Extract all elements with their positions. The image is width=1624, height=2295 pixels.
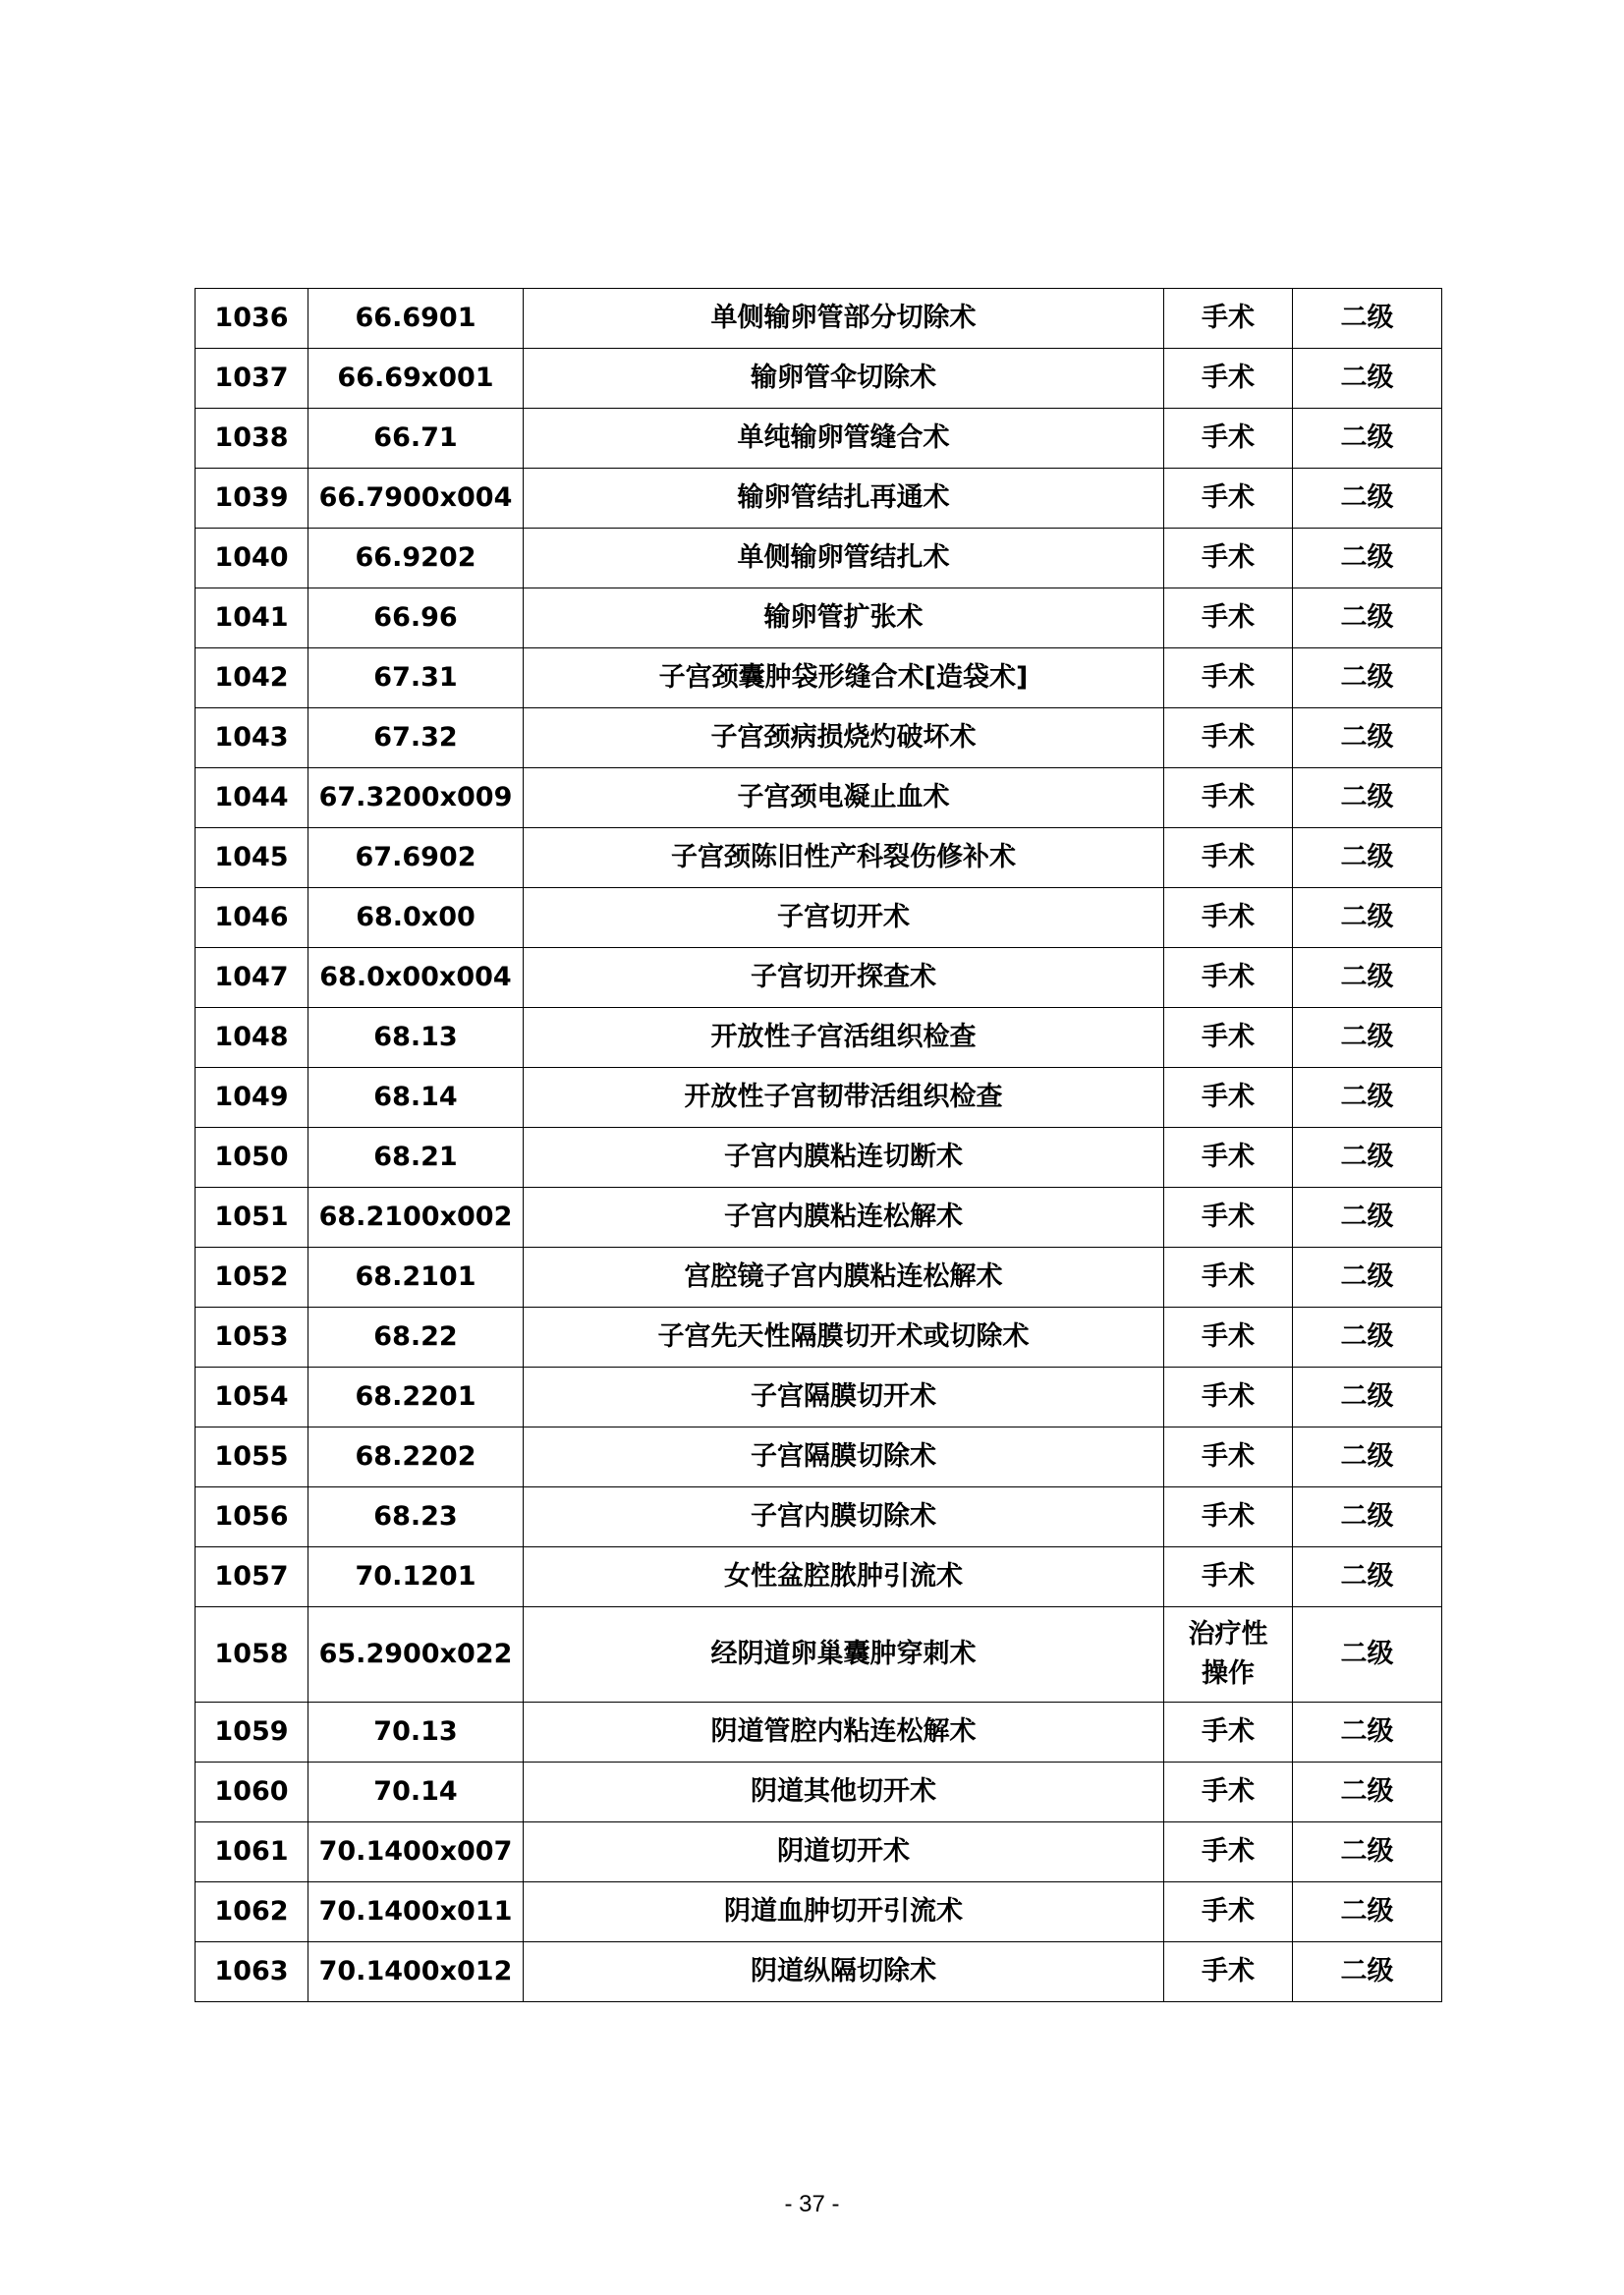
procedure-type-cell: 手术 bbox=[1164, 1487, 1293, 1547]
procedure-type-cell: 手术 bbox=[1164, 648, 1293, 708]
procedure-grade-cell: 二级 bbox=[1293, 588, 1442, 648]
procedure-type-cell: 手术 bbox=[1164, 1128, 1293, 1188]
seq-number-cell: 1060 bbox=[196, 1763, 308, 1822]
procedure-name-cell: 女性盆腔脓肿引流术 bbox=[524, 1547, 1164, 1607]
table-row bbox=[196, 1822, 1442, 1882]
procedure-type-cell: 手术 bbox=[1164, 1308, 1293, 1368]
procedure-type-cell bbox=[1164, 1607, 1293, 1703]
seq-number-cell: 1058 bbox=[196, 1607, 308, 1703]
procedure-name-cell: 输卵管结扎再通术 bbox=[524, 469, 1164, 529]
procedure-code-cell: 70.1400x011 bbox=[308, 1882, 524, 1942]
procedure-type-cell: 手术 bbox=[1164, 349, 1293, 409]
procedure-grade-cell: 二级 bbox=[1293, 1607, 1442, 1703]
procedure-grade-cell: 二级 bbox=[1293, 289, 1442, 349]
seq-number-cell: 1049 bbox=[196, 1068, 308, 1128]
procedure-type-cell: 手术 bbox=[1164, 1427, 1293, 1487]
procedure-name-cell: 子宫隔膜切除术 bbox=[524, 1427, 1164, 1487]
procedure-grade-cell: 二级 bbox=[1293, 1487, 1442, 1547]
procedure-name-cell: 阴道切开术 bbox=[524, 1822, 1164, 1882]
procedure-grade-cell: 二级 bbox=[1293, 828, 1442, 888]
seq-number-cell: 1062 bbox=[196, 1882, 308, 1942]
procedure-name-cell: 子宫切开术 bbox=[524, 888, 1164, 948]
procedure-type-cell: 手术 bbox=[1164, 1368, 1293, 1427]
procedure-name-cell: 子宫先天性隔膜切开术或切除术 bbox=[524, 1308, 1164, 1368]
procedure-code-cell: 68.0x00x004 bbox=[308, 948, 524, 1008]
procedure-grade-cell: 二级 bbox=[1293, 948, 1442, 1008]
table-row bbox=[196, 828, 1442, 888]
seq-number-cell: 1037 bbox=[196, 349, 308, 409]
procedure-code-cell: 68.23 bbox=[308, 1487, 524, 1547]
procedure-type-cell: 手术 bbox=[1164, 469, 1293, 529]
procedure-name-cell: 子宫内膜粘连切断术 bbox=[524, 1128, 1164, 1188]
seq-number-cell: 1057 bbox=[196, 1547, 308, 1607]
seq-number-cell: 1063 bbox=[196, 1942, 308, 2002]
procedure-code-cell: 70.1400x012 bbox=[308, 1942, 524, 2002]
procedure-type-cell: 手术 bbox=[1164, 1942, 1293, 2002]
procedure-code-cell: 68.2101 bbox=[308, 1248, 524, 1308]
table-row bbox=[196, 1487, 1442, 1547]
procedure-code-cell: 67.32 bbox=[308, 708, 524, 768]
procedure-name-cell: 单纯输卵管缝合术 bbox=[524, 409, 1164, 469]
seq-number-cell: 1054 bbox=[196, 1368, 308, 1427]
procedure-table bbox=[195, 288, 1442, 2002]
seq-number-cell: 1041 bbox=[196, 588, 308, 648]
procedure-name-cell: 子宫内膜切除术 bbox=[524, 1487, 1164, 1547]
seq-number-cell: 1048 bbox=[196, 1008, 308, 1068]
table-row bbox=[196, 1128, 1442, 1188]
table-row bbox=[196, 469, 1442, 529]
procedure-grade-cell: 二级 bbox=[1293, 1427, 1442, 1487]
table-row bbox=[196, 1068, 1442, 1128]
procedure-name-cell: 输卵管伞切除术 bbox=[524, 349, 1164, 409]
procedure-code-cell: 70.14 bbox=[308, 1763, 524, 1822]
procedure-name-cell: 子宫颈电凝止血术 bbox=[524, 768, 1164, 828]
seq-number-cell: 1059 bbox=[196, 1703, 308, 1763]
procedure-code-cell: 70.13 bbox=[308, 1703, 524, 1763]
procedure-code-cell: 66.7900x004 bbox=[308, 469, 524, 529]
procedure-grade-cell: 二级 bbox=[1293, 1248, 1442, 1308]
procedure-code-cell: 68.2202 bbox=[308, 1427, 524, 1487]
procedure-grade-cell: 二级 bbox=[1293, 1763, 1442, 1822]
procedure-type-cell: 手术 bbox=[1164, 529, 1293, 588]
table-row bbox=[196, 1427, 1442, 1487]
seq-number-cell: 1045 bbox=[196, 828, 308, 888]
table-row bbox=[196, 588, 1442, 648]
procedure-name-cell: 子宫颈陈旧性产科裂伤修补术 bbox=[524, 828, 1164, 888]
page-number: - 37 - bbox=[784, 2191, 840, 2217]
procedure-type-cell: 手术 bbox=[1164, 888, 1293, 948]
table-row bbox=[196, 1882, 1442, 1942]
procedure-type-cell: 手术 bbox=[1164, 1068, 1293, 1128]
procedure-name-cell: 子宫切开探查术 bbox=[524, 948, 1164, 1008]
procedure-code-cell: 68.0x00 bbox=[308, 888, 524, 948]
procedure-table-body bbox=[196, 289, 1442, 2002]
seq-number-cell: 1061 bbox=[196, 1822, 308, 1882]
procedure-name-cell: 单侧输卵管部分切除术 bbox=[524, 289, 1164, 349]
procedure-code-cell: 68.22 bbox=[308, 1308, 524, 1368]
procedure-name-cell: 阴道管腔内粘连松解术 bbox=[524, 1703, 1164, 1763]
table-row bbox=[196, 648, 1442, 708]
procedure-code-cell: 68.2201 bbox=[308, 1368, 524, 1427]
procedure-grade-cell: 二级 bbox=[1293, 1547, 1442, 1607]
procedure-code-cell: 66.6901 bbox=[308, 289, 524, 349]
table-row bbox=[196, 888, 1442, 948]
seq-number-cell: 1056 bbox=[196, 1487, 308, 1547]
table-row bbox=[196, 1248, 1442, 1308]
procedure-code-cell: 66.69x001 bbox=[308, 349, 524, 409]
procedure-grade-cell: 二级 bbox=[1293, 648, 1442, 708]
procedure-type-cell: 手术 bbox=[1164, 289, 1293, 349]
procedure-name-cell: 阴道血肿切开引流术 bbox=[524, 1882, 1164, 1942]
procedure-code-cell: 65.2900x022 bbox=[308, 1607, 524, 1703]
procedure-type-cell: 手术 bbox=[1164, 588, 1293, 648]
procedure-type-cell: 手术 bbox=[1164, 1763, 1293, 1822]
table-row bbox=[196, 768, 1442, 828]
procedure-name-cell: 子宫内膜粘连松解术 bbox=[524, 1188, 1164, 1248]
table-row bbox=[196, 1763, 1442, 1822]
table-row bbox=[196, 1008, 1442, 1068]
table-row bbox=[196, 1607, 1442, 1703]
procedure-code-cell: 70.1201 bbox=[308, 1547, 524, 1607]
procedure-code-cell: 68.13 bbox=[308, 1008, 524, 1068]
table-row bbox=[196, 349, 1442, 409]
procedure-type-cell: 手术 bbox=[1164, 1703, 1293, 1763]
procedure-grade-cell: 二级 bbox=[1293, 1068, 1442, 1128]
procedure-grade-cell: 二级 bbox=[1293, 529, 1442, 588]
procedure-grade-cell: 二级 bbox=[1293, 1882, 1442, 1942]
procedure-type-cell: 手术 bbox=[1164, 1008, 1293, 1068]
procedure-type-cell: 手术 bbox=[1164, 409, 1293, 469]
procedure-grade-cell: 二级 bbox=[1293, 1822, 1442, 1882]
seq-number-cell: 1053 bbox=[196, 1308, 308, 1368]
procedure-name-cell: 宫腔镜子宫内膜粘连松解术 bbox=[524, 1248, 1164, 1308]
table-row bbox=[196, 708, 1442, 768]
procedure-code-cell: 66.9202 bbox=[308, 529, 524, 588]
table-row bbox=[196, 1308, 1442, 1368]
procedure-grade-cell: 二级 bbox=[1293, 708, 1442, 768]
seq-number-cell: 1046 bbox=[196, 888, 308, 948]
procedure-type-cell: 手术 bbox=[1164, 948, 1293, 1008]
seq-number-cell: 1040 bbox=[196, 529, 308, 588]
procedure-code-cell: 67.6902 bbox=[308, 828, 524, 888]
procedure-grade-cell: 二级 bbox=[1293, 1188, 1442, 1248]
seq-number-cell: 1047 bbox=[196, 948, 308, 1008]
type-line: 操作 bbox=[1202, 1658, 1255, 1689]
procedure-name-cell: 阴道其他切开术 bbox=[524, 1763, 1164, 1822]
seq-number-cell: 1055 bbox=[196, 1427, 308, 1487]
procedure-type-cell: 手术 bbox=[1164, 1248, 1293, 1308]
procedure-name-cell: 输卵管扩张术 bbox=[524, 588, 1164, 648]
seq-number-cell: 1051 bbox=[196, 1188, 308, 1248]
table-row bbox=[196, 1188, 1442, 1248]
procedure-grade-cell: 二级 bbox=[1293, 888, 1442, 948]
procedure-type-cell: 手术 bbox=[1164, 1547, 1293, 1607]
table-row bbox=[196, 1703, 1442, 1763]
procedure-grade-cell: 二级 bbox=[1293, 469, 1442, 529]
seq-number-cell: 1052 bbox=[196, 1248, 308, 1308]
procedure-name-cell: 子宫隔膜切开术 bbox=[524, 1368, 1164, 1427]
procedure-code-cell: 68.21 bbox=[308, 1128, 524, 1188]
seq-number-cell: 1038 bbox=[196, 409, 308, 469]
procedure-type-cell: 手术 bbox=[1164, 1188, 1293, 1248]
procedure-code-cell: 68.2100x002 bbox=[308, 1188, 524, 1248]
procedure-name-cell: 阴道纵隔切除术 bbox=[524, 1942, 1164, 2002]
procedure-type-cell: 手术 bbox=[1164, 828, 1293, 888]
procedure-code-cell: 66.71 bbox=[308, 409, 524, 469]
procedure-grade-cell: 二级 bbox=[1293, 1308, 1442, 1368]
seq-number-cell: 1043 bbox=[196, 708, 308, 768]
procedure-code-cell: 67.3200x009 bbox=[308, 768, 524, 828]
procedure-code-cell: 68.14 bbox=[308, 1068, 524, 1128]
procedure-code-cell: 70.1400x007 bbox=[308, 1822, 524, 1882]
procedure-name-cell: 经阴道卵巢囊肿穿刺术 bbox=[524, 1607, 1164, 1703]
procedure-grade-cell: 二级 bbox=[1293, 1942, 1442, 2002]
procedure-grade-cell: 二级 bbox=[1293, 1128, 1442, 1188]
seq-number-cell: 1042 bbox=[196, 648, 308, 708]
procedure-grade-cell: 二级 bbox=[1293, 409, 1442, 469]
table-row bbox=[196, 1547, 1442, 1607]
type-line: 治疗性 bbox=[1188, 1619, 1268, 1650]
procedure-name-cell: 子宫颈病损烧灼破坏术 bbox=[524, 708, 1164, 768]
procedure-type-cell: 手术 bbox=[1164, 768, 1293, 828]
seq-number-cell: 1036 bbox=[196, 289, 308, 349]
procedure-type-cell: 手术 bbox=[1164, 708, 1293, 768]
table-row bbox=[196, 409, 1442, 469]
seq-number-cell: 1044 bbox=[196, 768, 308, 828]
table-row bbox=[196, 1368, 1442, 1427]
procedure-name-cell: 开放性子宫活组织检查 bbox=[524, 1008, 1164, 1068]
procedure-grade-cell: 二级 bbox=[1293, 1703, 1442, 1763]
table-row bbox=[196, 529, 1442, 588]
procedure-name-cell: 单侧输卵管结扎术 bbox=[524, 529, 1164, 588]
procedure-code-cell: 66.96 bbox=[308, 588, 524, 648]
table-row bbox=[196, 1942, 1442, 2002]
procedure-type-cell: 手术 bbox=[1164, 1822, 1293, 1882]
procedure-grade-cell: 二级 bbox=[1293, 1368, 1442, 1427]
table-row bbox=[196, 948, 1442, 1008]
seq-number-cell: 1050 bbox=[196, 1128, 308, 1188]
procedure-code-cell: 67.31 bbox=[308, 648, 524, 708]
procedure-type-cell: 手术 bbox=[1164, 1882, 1293, 1942]
table-row bbox=[196, 289, 1442, 349]
seq-number-cell: 1039 bbox=[196, 469, 308, 529]
procedure-name-cell: 子宫颈囊肿袋形缝合术[造袋术] bbox=[524, 648, 1164, 708]
procedure-name-cell: 开放性子宫韧带活组织检查 bbox=[524, 1068, 1164, 1128]
procedure-grade-cell: 二级 bbox=[1293, 1008, 1442, 1068]
procedure-grade-cell: 二级 bbox=[1293, 768, 1442, 828]
procedure-grade-cell: 二级 bbox=[1293, 349, 1442, 409]
